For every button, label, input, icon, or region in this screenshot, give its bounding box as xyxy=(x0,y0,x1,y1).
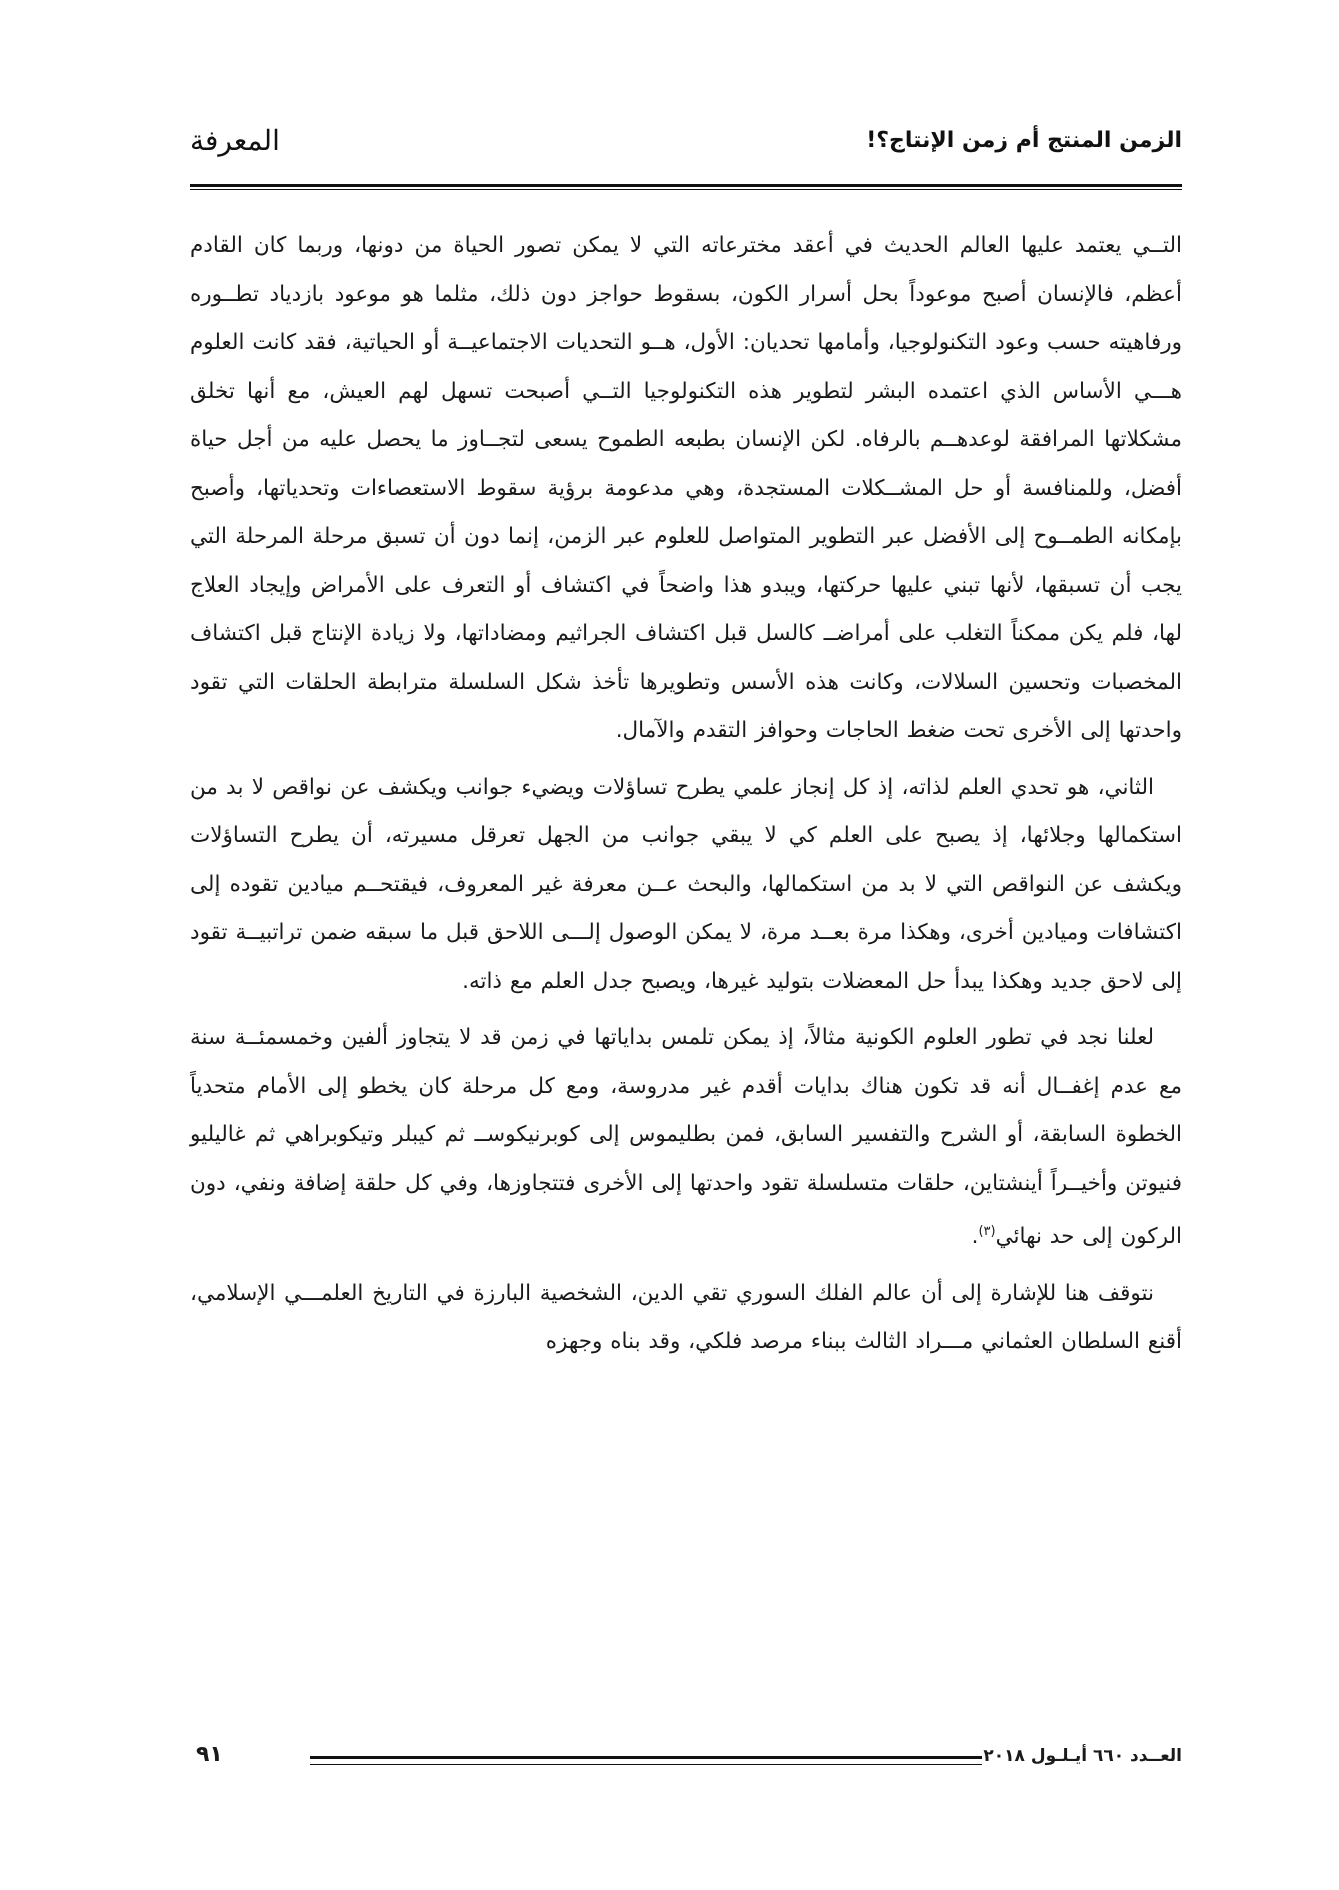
footnote-marker: (٣) xyxy=(978,1224,996,1239)
page-header xyxy=(190,118,1182,178)
footer-divider xyxy=(310,1756,982,1765)
header-divider xyxy=(190,184,1182,190)
running-title: الزمن المنتج أم زمن الإنتاج؟! xyxy=(866,128,1182,153)
paragraph-3: لعلنا نجد في تطور العلوم الكونية مثالاً، إذ يمكن تلمس بداياتها في زمن قد لا يتجاوز ألفين وخمسمئــة سنة مع عدم إغفــال أنه قد تكون هناك بدايات أقدم غير مدروسة، ومع كل مرحلة كان يخطو إلى الأمام متحدياً الخطوة السابقة، أو الشرح والتفسير السابق، فمن بطليموس إلى كوبرنيكوســ ثم كيبلر وتيكوبراهي ثم غاليليو فنيوتن وأخيــراً أينشتاين، حلقات متسلسلة تقود واحدتها إلى الأخرى فتتجاوزها، وفي كل حلقة إضافة ونفي، دون الركون إلى حد نهائي$^{(٣)}$. xyxy=(190,1025,1182,1250)
article-body xyxy=(190,222,1182,1375)
issue-info: العــدد ٦٦٠ أيـلـول ٢٠١٨ xyxy=(983,1746,1182,1766)
paragraph-4: نتوقف هنا للإشارة إلى أن عالم الفلك السوري تقي الدين، الشخصية البارزة في التاريخ العلمـــي الإسلامي، أقنع السلطان العثماني مـــراد الثالث ببناء مرصد فلكي، وقد بناه وجهزه xyxy=(190,1280,1182,1355)
page-number: ٩١ xyxy=(196,1742,223,1767)
paragraph-2: الثاني، هو تحدي العلم لذاته، إذ كل إنجاز علمي يطرح تساؤلات ويضيء جوانب ويكشف عن نواقص لا بد من استكمالها وجلائها، إذ يصبح على العلم كي لا يبقي جوانب من الجهل تعرقل مسيرته، أن يطرح التساؤلات ويكشف عن النواقص التي لا بد من استكمالها، والبحث عــن معرفة غير المعروف، فيقتحــم ميادين تقوده إلى اكتشافات وميادين أخرى، وهكذا مرة بعــد مرة، لا يمكن الوصول إلـــى اللاحق قبل ما سبقه ضمن تراتبيــة تقود إلى لاحق جديد وهكذا يبدأ حل المعضلات بتوليد غيرها، ويصبح جدل العلم مع ذاته. xyxy=(190,774,1182,994)
paragraph-1: التــي يعتمد عليها العالم الحديث في أعقد مخترعاته التي لا يمكن تصور الحياة من دونها، وربما كان القادم أعظم، فالإنسان أصبح موعوداً بحل أسرار الكون، بسقوط حواجز دون ذلك، مثلما هو موعود بازدياد تطــوره ورفاهيته حسب وعود التكنولوجيا، وأمامها تحديان: الأول، هــو التحديات الاجتماعيــة أو الحياتية، فقد كانت العلوم هـــي الأساس الذي اعتمده البشر لتطوير هذه التكنولوجيا التــي أصبحت تسهل لهم العيش، مع أنها تخلق مشكلاتها المرافقة لوعدهــم بالرفاه. لكن الإنسان بطبعه الطموح يسعى لتجــاوز ما يحصل عليه من أجل حياة أفضل، وللمنافسة أو حل المشــكلات المستجدة، وهي مدعومة برؤية سقوط الاستعصاءات وتحدياتها، وأصبح بإمكانه الطمــوح إلى الأفضل عبر التطوير المتواصل للعلوم عبر الزمن، إنما دون أن تسبق مرحلة المرحلة التي يجب أن تسبقها، لأنها تبني عليها حركتها، ويبدو هذا واضحاً في اكتشاف أو التعرف على الأمراض وإيجاد العلاج لها، فلم يكن ممكناً التغلب على أمراضــ كالسل قبل اكتشاف الجراثيم ومضاداتها، ولا زيادة الإنتاج قبل اكتشاف المخصبات وتحسين السلالات، وكانت هذه الأسس وتطويرها تأخذ شكل السلسلة مترابطة الحلقات التي تقود واحدتها إلى الأخرى تحت ضغط الحاجات وحوافز التقدم والآمال. xyxy=(190,233,1182,743)
page-footer xyxy=(190,1742,1182,1782)
magazine-logo: المعرفة xyxy=(190,124,280,157)
